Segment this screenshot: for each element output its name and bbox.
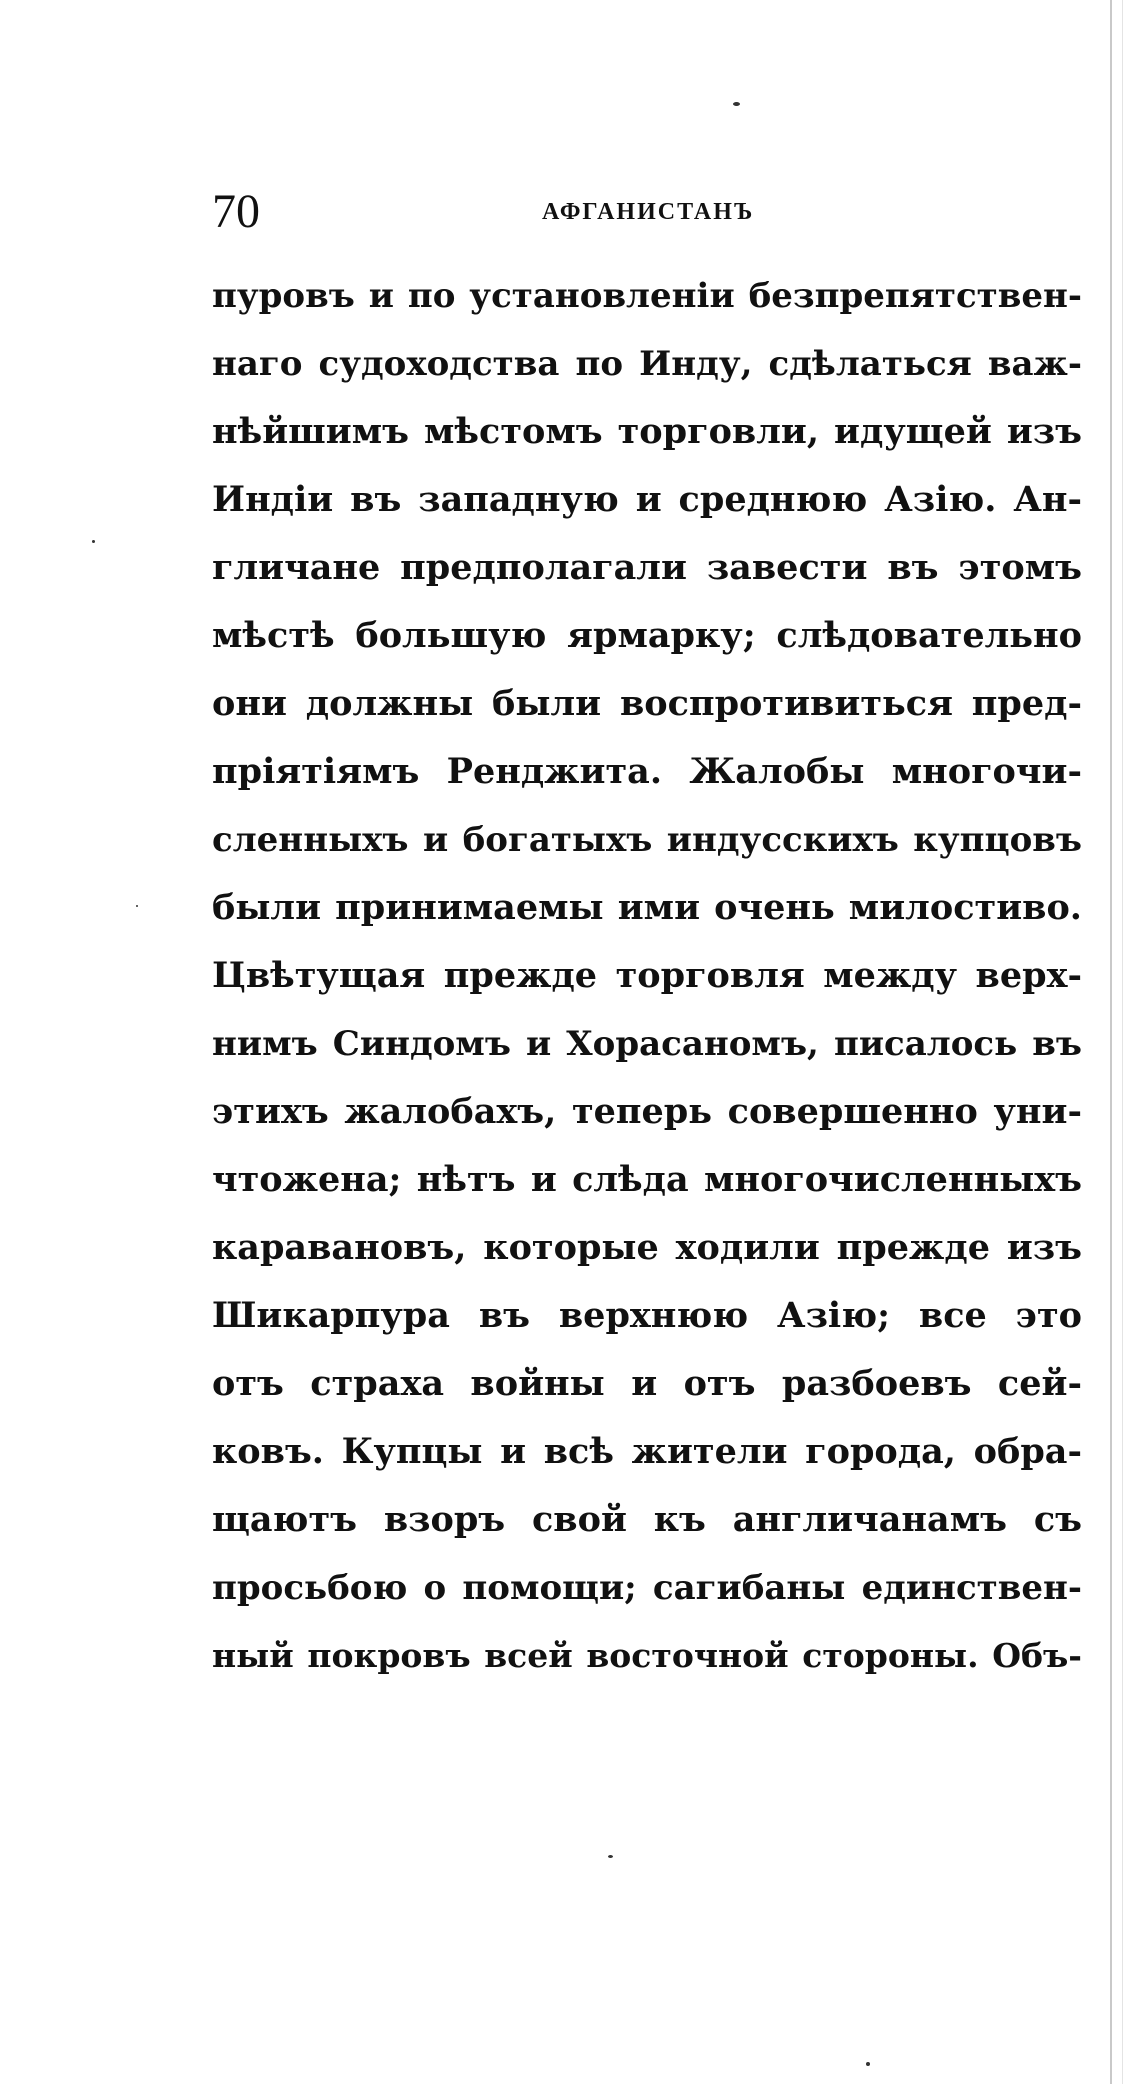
text-line: каравановъ, которые ходили прежде изъ — [212, 1227, 1082, 1268]
speck-left — [92, 540, 95, 543]
page-edge-line — [1110, 0, 1112, 2084]
text-line: Индіи въ западную и среднюю Азію. Ан- — [212, 479, 1082, 520]
text-line: гличане предполагали завести въ этомъ — [212, 547, 1082, 588]
text-line: ный покровъ всей восточной стороны. Объ- — [212, 1636, 1082, 1675]
running-head: АФГАНИСТАНЪ — [542, 199, 755, 225]
text-line: наго судоходства по Инду, сдѣлаться важ- — [212, 344, 1082, 384]
text-line: они должны были воспротивиться пред- — [212, 683, 1082, 724]
text-line: чтожена; нѣтъ и слѣда многочисленныхъ — [212, 1159, 1082, 1200]
text-line: были принимаемы ими очень милостиво. — [212, 887, 1082, 928]
text-line: Шикарпура въ верхнюю Азію; все это — [212, 1295, 1082, 1336]
text-line: пріятіямъ Ренджита. Жалобы многочи- — [212, 751, 1082, 792]
text-line: сленныхъ и богатыхъ индусскихъ купцовъ — [212, 820, 1082, 860]
text-line: отъ страха войны и отъ разбоевъ сей- — [212, 1363, 1082, 1404]
text-line: пуровъ и по установленіи безпрепятствен- — [212, 276, 1082, 316]
speck-bottom — [608, 1855, 613, 1858]
body-text — [212, 262, 1082, 1690]
speck-left-2 — [136, 905, 138, 907]
speck-top — [733, 102, 740, 106]
page-header — [212, 182, 1082, 242]
text-line: мѣстѣ большую ярмарку; слѣдовательно — [212, 615, 1082, 656]
speck-bottom-right — [866, 2062, 870, 2066]
text-line: Цвѣтущая прежде торговля между верх- — [212, 955, 1082, 996]
page-edge-shadow — [1122, 0, 1123, 2084]
text-line: просьбою о помощи; сагибаны единствен- — [212, 1568, 1082, 1608]
text-line: нѣйшимъ мѣстомъ торговли, идущей изъ — [212, 411, 1082, 452]
text-line: щаютъ взоръ свой къ англичанамъ съ — [212, 1499, 1082, 1540]
text-line: нимъ Синдомъ и Хорасаномъ, писалось въ — [212, 1024, 1082, 1064]
text-line: ковъ. Купцы и всѣ жители города, обра- — [212, 1431, 1082, 1472]
page-number: 70 — [212, 185, 260, 238]
text-line: этихъ жалобахъ, теперь совершенно уни- — [212, 1091, 1082, 1132]
